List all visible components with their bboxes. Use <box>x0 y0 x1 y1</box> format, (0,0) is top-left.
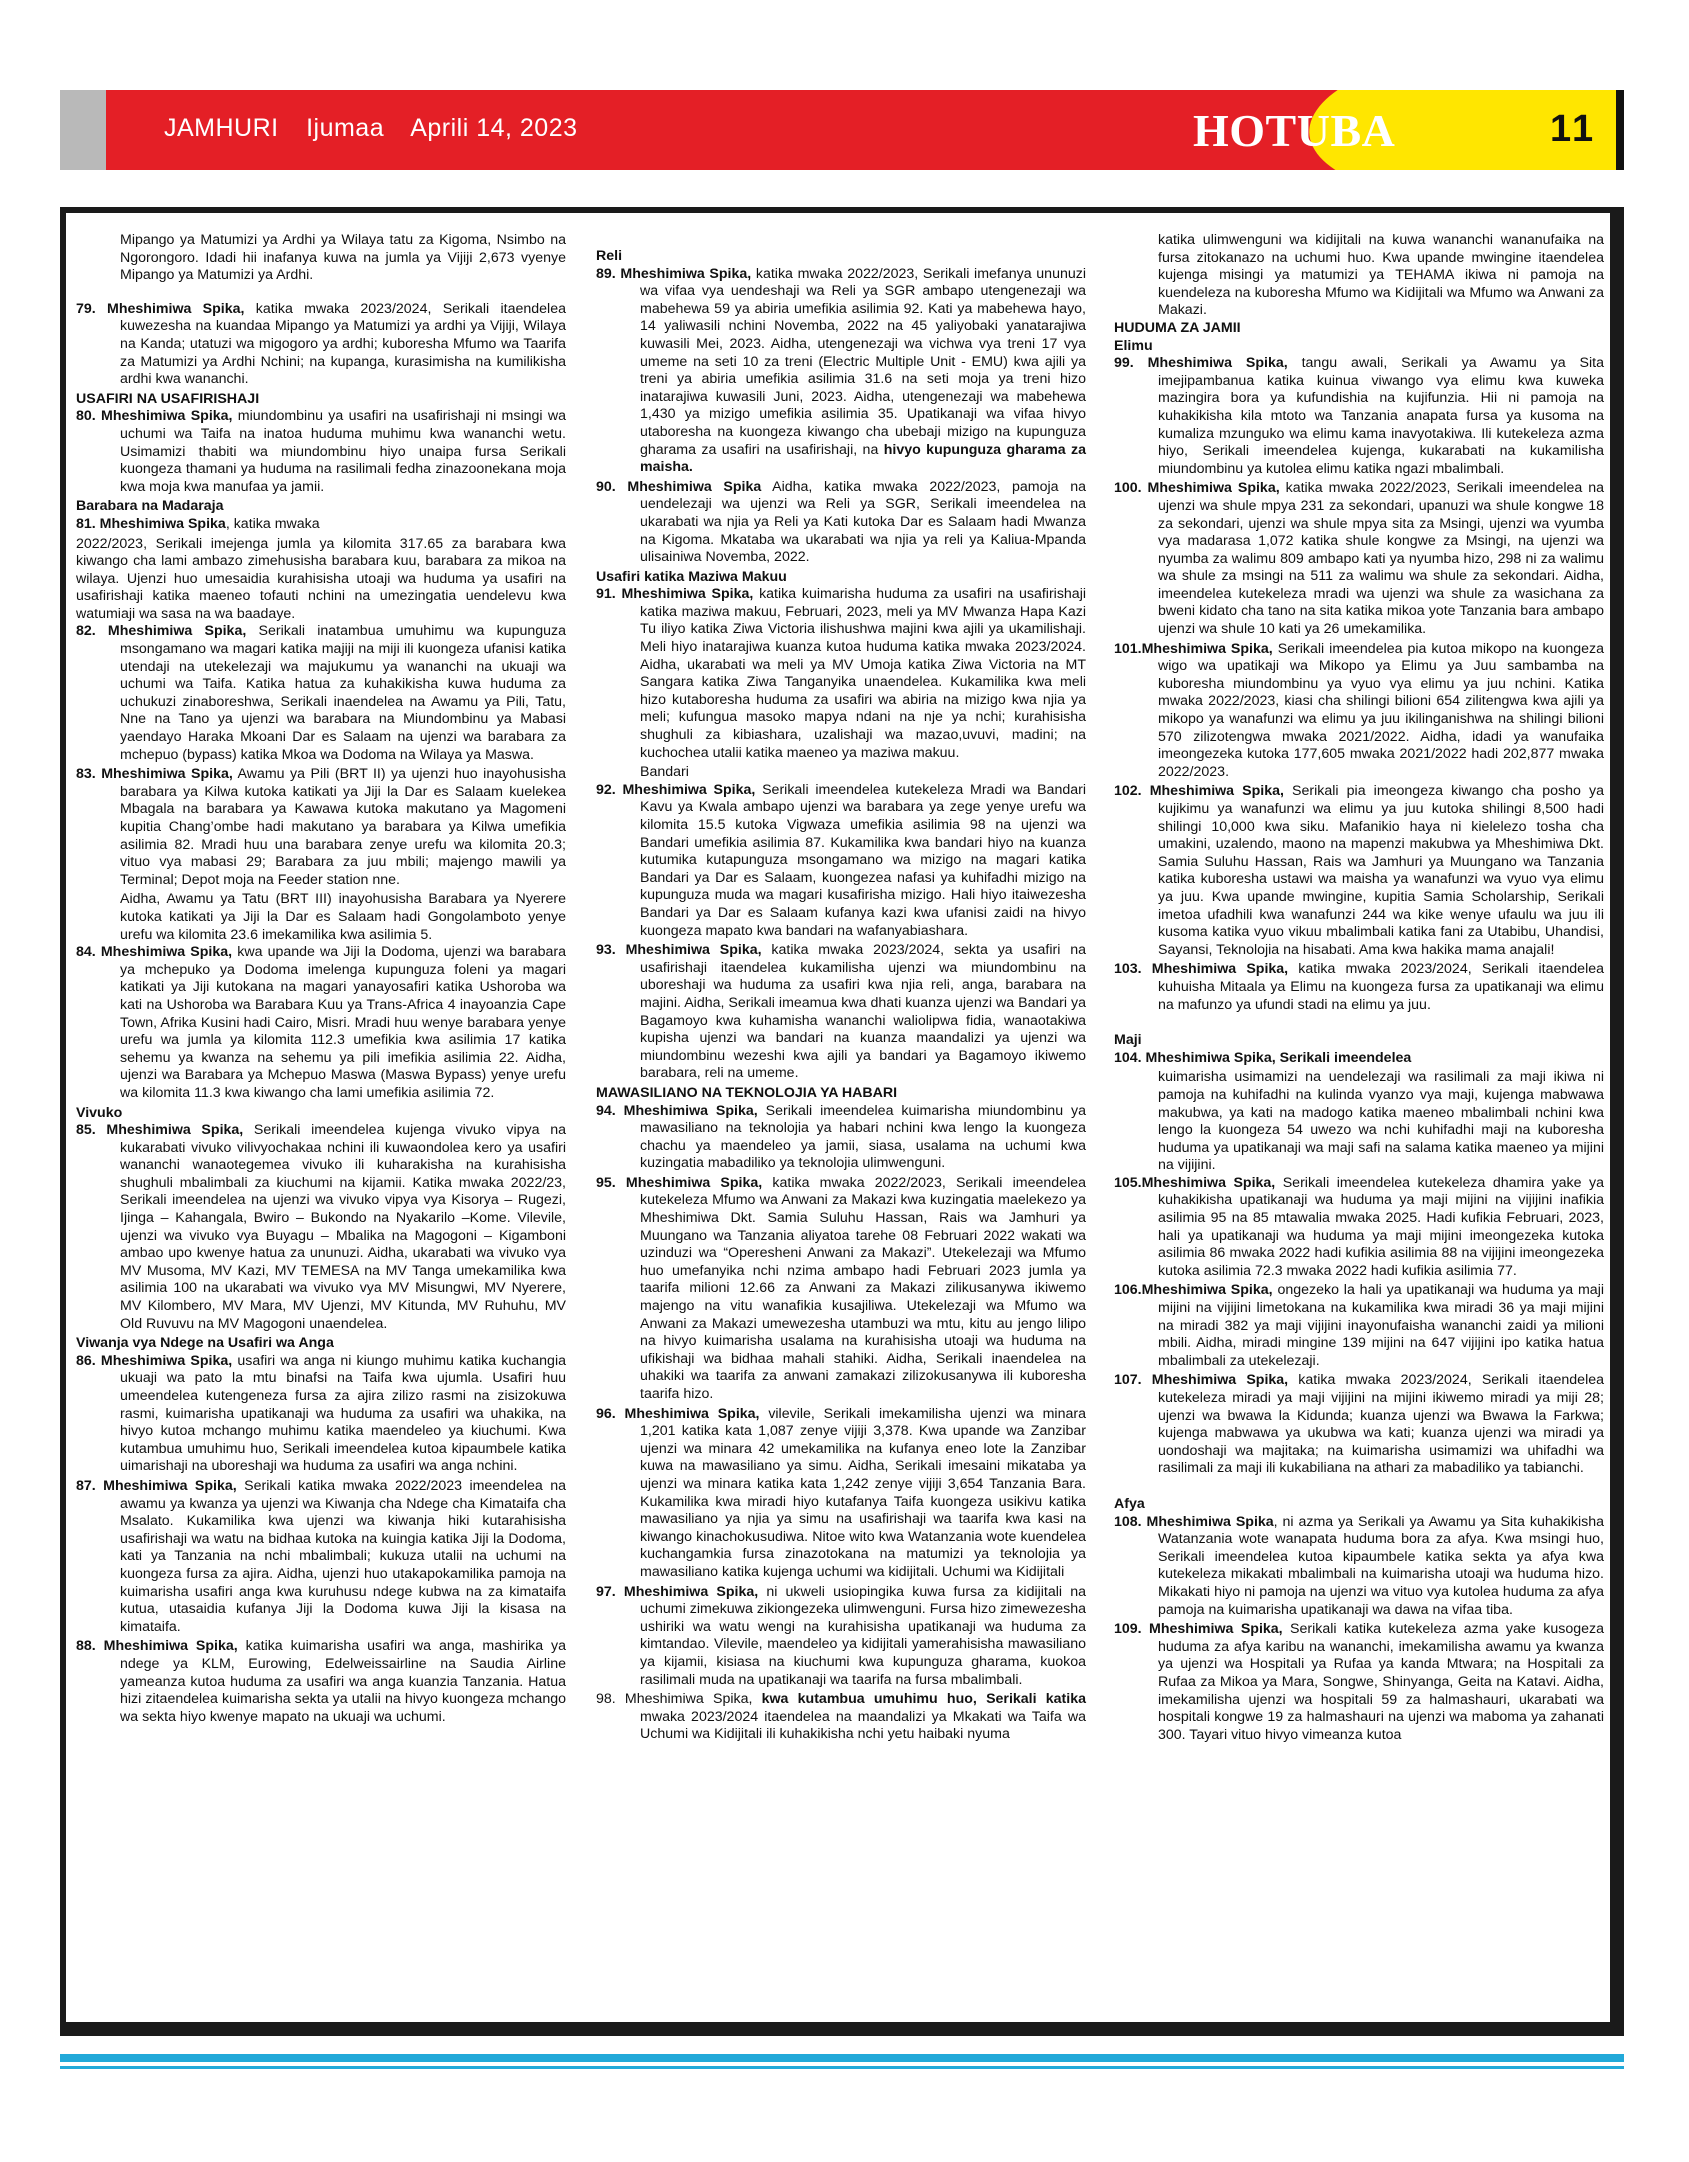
section-heading: Barabara na Madaraja <box>76 498 224 515</box>
paragraph-body: Serikali pia imeongeza kiwango cha posho ya kujikimu ya wanafunzi wa elimu ya juu kutoka shilingi 8,500 hadi shilingi 10,000 kwa siku. Mafanikio haya ni kielelezo tosha cha umakini, uzalendo, maono na mapenzi makubwa ya Mheshimiwa Dkt. Samia Suluhu Hassan, Rais wa Jamhuri ya Muungano wa Tanzania katika kuboresha ustawi wa maisha ya wanafunzi wa vyuo vya elimu ya juu. Kwa upande mwingine, kupitia Samia Scholarship, Serikali imetoa ufadhili kwa wanafunzi 244 wa kike wenye ufaulu wa juu ili kusoma katika vyuo vikuu mbalimbali katika fani za Utabibu, Uhandisi, Sayansi, Teknolojia na hisabati. Ama kwa hakika mama anajali! <box>1158 783 1604 958</box>
paragraph-body: Serikali katika mwaka 2022/2023 imeendelea na awamu ya kwanza ya ujenzi wa Kiwanja cha Ndege cha Kimataifa cha Msalato. Kukamilika kwa ujenzi wa kiwanja hiki kutarahisisha usafirishaji wa watu na bidhaa kutoka na kuingia katika Jiji la Dodoma, kati ya Tanzania na nchi mbalimbali; kukuza utalii na uchumi na kuongeza fursa za ajira. Aidha, ujenzi huo utakapokamilika pamoja na kuimarisha usafiri anga kwa kuruhusu ndege kubwa na za kimataifa kutua, utasaidia kufanya Jiji la Dodoma kuwa Jiji la kisasa na kimataifa. <box>120 1477 566 1635</box>
paragraph-body: Serikali katika kutekeleza azma yake kusogeza huduma za afya karibu na wananchi, imekamilisha awamu ya kwanza ya ujenzi wa Hospitali ya Rufaa ya kanda Mtwara; na Hospitali za Rufaa za Mikoa ya Mara, Songwe, Shinyanga, Geita na Katavi. Aidha, imekamilisha ujenzi wa hospitali 59 za halmashauri, ukarabati wa hospitali kongwe 19 za halmashauri na ujenzi wa maboma ya zahanati 300. Tayari vituo hivyo vimeanza kutoa <box>1158 1621 1604 1743</box>
subsection-heading: Maji <box>1114 1032 1142 1049</box>
numbered-paragraph <box>76 1478 566 1636</box>
paragraph-lead: 101.Mheshimiwa Spika, <box>1114 640 1273 657</box>
paragraph-lead: 82. Mheshimiwa Spika, <box>76 623 247 640</box>
spacer <box>1114 1480 1604 1496</box>
paragraph-body: vilevile, Serikali imekamilisha ujenzi wa minara 1,201 katika kata 1,087 zenye vijiji 3,378. Kwa upande wa Zanzibar ujenzi wa minara 42 umekamilika na kufanya eneo lote la Zanzibar kuwa na mawasiliano ya simu. Aidha, Serikali imesaini mikataba ya ujenzi wa minara katika kata 1,242 zenye vijiji 3,654 Tanzania Bara. Kukamilika kwa miradi hiyo kutafanya Taifa kuongeza usikivu katika mawasiliano ya njia ya simu na usafirishaji wa taarifa kwa kasi na kiwango kinachokusudiwa. Nitoe wito kwa Watanzania wote kuendelea kuchangamkia fursa zinazotokana na matumizi ya teknolojia ya mawasiliano katika kujenga uchumi wa kidijitali. Uchumi wa Kidijitali <box>640 1405 1086 1580</box>
paragraph-lead: 83. Mheshimiwa Spika, <box>76 766 233 783</box>
paragraph: kuimarisha usimamizi na uendelezaji wa rasilimali za maji ikiwa ni pamoja na kuhifadhi na kulinda vyanzo vya maji, kujenga mabwawa makubwa, ya kati na madogo katika maeneo mbalimbali nchini kwa lengo la kuongeza 54 uwezo wa nchi kuhifadhi maji na kuboresha huduma ya upatikanaji wa maji safi na salama katika maeneo ya mijini na vijijini. <box>1158 1069 1604 1174</box>
paragraph-lead: 107. Mheshimiwa Spika, <box>1114 1372 1289 1389</box>
paragraph-body: kwa upande wa Jiji la Dodoma, ujenzi wa barabara ya mchepuko ya Dodoma imelenga kupunguza foleni ya magari katikati ya Jiji kutokana na magari yanayosafiri katika Ushoroba wa kati na Ushoroba wa Barabara Kuu ya Trans-Africa 4 inayoanzia Cape Town, Afrika Kusini hadi Cairo, Misri. Mradi huu wenye barabara yenye urefu wa jumla ya kilomita 112.3 umefikia kwa asilimia 17 katika sehemu ya kwanza na sehemu ya pili imefikia asilimia 22. Aidha, ujenzi wa Barabara ya Mchepuo Maswa (Maswa Bypass) yenye urefu wa kilomita 11.3 kwa kiwango cha lami umefikia asilimia 72. <box>120 944 566 1101</box>
numbered-paragraph <box>596 1691 1086 1744</box>
numbered-paragraph <box>1114 480 1604 638</box>
numbered-paragraph <box>596 942 1086 1083</box>
paragraph: katika ulimwenguni wa kidijitali na kuwa wananchi wananufaika na fursa zitokanazo na uchumi huo. Kwa upande mwingine itaendelea kujenga misingi ya matumizi ya TEHAMA ikiwa ni pamoja na kuendeleza na kuboresha Mfumo wa Kidijitali wa Mfumo wa Anwani za Makazi. <box>1158 232 1604 319</box>
paragraph-body: katika mwaka 2022/2023, Serikali imeendelea kutekeleza Mfumo wa Anwani za Makazi kwa kuzingatia maelekezo ya Mheshimiwa Dkt. Samia Suluhu Hassan, Rais wa Jamhuri ya Muungano wa Tanzania aliyatoa tarehe 08 Februari 2022 wakati wa uzinduzi wa “Operesheni Anwani za Makazi”. Utekelezaji wa Mfumo huo umefanyika nchi nzima ambapo hadi Februari 2023 jumla ya taarifa milioni 12.66 za Anwani za Makazi zilikusanywa ikiwemo majengo na vitu wanafikia kusajiliwa. Utekelezaji wa Mfumo wa Anwani za Makazi umewezesha utambuzi wa mtu, kitu au jengo lilipo na hivyo kuimarisha usalama na kurahisisha utoaji wa huduma na ufikishaji wa bidhaa mahali stahiki. Aidha, Serikali inaendelea na uhakiki wa taarifa za anwani zamakazi zilizokusanywa ili kuboresha taarifa hizo. <box>640 1174 1086 1402</box>
numbered-paragraph <box>76 516 566 534</box>
issue-day: Ijumaa <box>306 114 385 142</box>
paragraph-lead: 97. Mheshimiwa Spika, <box>596 1583 759 1600</box>
paragraph-lead: 103. Mheshimiwa Spika, <box>1114 961 1289 978</box>
paragraph-lead: 92. Mheshimiwa Spika, <box>596 781 756 798</box>
section-heading: Vivuko <box>76 1104 123 1121</box>
paragraph-lead: 96. Mheshimiwa Spika, <box>596 1405 760 1422</box>
paragraph-body: katika kuimarisha usafiri wa anga, mashirika ya ndege ya KLM, Eurowing, Edelweissairline na Saudia Airline yameanza kutoa huduma za usafiri wa anga kuanzia Tanzania. Hatua hizi zitaendelea kuimarisha sekta ya utalii na hivyo kuongeza mchango wa sekta hiyo kwenye mapato na ukuaji wa uchumi. <box>120 1638 566 1725</box>
spacer <box>596 232 1086 248</box>
section-heading: Usafiri katika Maziwa Makuu <box>596 568 787 585</box>
page-number: 11 <box>1550 108 1597 150</box>
paragraph-lead: 84. Mheshimiwa Spika, <box>76 944 233 961</box>
section-title: HOTUBA <box>1193 105 1396 156</box>
paragraph-body: katika mwaka 2023/2024, Serikali itaendelea kutekeleza miradi ya maji vijijini na mijini ikiwemo miradi ya miji 28; ujenzi wa bwawa la Kidunda; kuanza ujenzi wa Bwawa la Farkwa; kujenga mabwawa ya ukubwa wa kati; kuanza ujenzi wa miradi ya uondoshaji wa majitaka; na kuimarisha usimamizi wa uhifadhi wa rasilimali za maji ili kukabiliana na athari za mabadiliko ya tabianchi. <box>1158 1372 1604 1477</box>
paragraph-body: tangu awali, Serikali ya Awamu ya Sita imejipambanua katika kuinua viwango vya elimu kwa kuweka mazingira bora ya kufundishia na kujifunzia. Hii ni pamoja na kuhakikisha kila mtoto wa Tanzania anapata fursa ya kusoma na kumaliza mzunguko wa elimu kama inavyotakiwa. Ili kutekeleza azma hiyo, Serikali imeendelea kujenga, kukarabati na kukamilisha miundombinu ya kutolea elimu katika ngazi mbalimbali. <box>1158 355 1604 477</box>
numbered-paragraph <box>1114 355 1604 478</box>
section-heading: MAWASILIANO NA TEKNOLOJIA YA HABARI <box>596 1084 898 1101</box>
paragraph-body: Serikali imeendelea kutekeleza dhamira yake ya kuhakikisha upatikanaji wa huduma ya maji mijini na vijijini inafikia asilimia 95 na 85 mtawalia mwaka 2025. Hadi kufikia Februari, 2023, hali ya upatikanaji wa huduma ya maji mijini imeongezeka kutoka asilimia 86 mwaka 2022 hadi kufikia asilimia 88 na vijijini imeongezeka kutoka asilimia 72.3 mwaka 2022 hadi kufikia asilimia 77. <box>1158 1174 1604 1279</box>
paragraph-lead: 105.Mheshimiwa Spika, <box>1114 1174 1276 1191</box>
paragraph-body: katika kuimarisha huduma za usafiri na usafirishaji katika maziwa makuu, Februari, 2023, meli ya MV Mwanza Hapa Kazi Tu iliyo katika Ziwa Victoria ilishushwa majini kwa ajili ya ukamilishaji. Meli hiyo inatarajiwa kuanza kutoa huduma katika mwaka 2023/2024. Aidha, ukarabati wa meli ya MV Umoja katika Ziwa Victoria na MT Sangara katika Ziwa Tanganyika unaendelea. Kukamilika kwa meli hizo kutaboresha huduma za usafiri wa abiria na mizigo kwa njia ya meli; kufungua masoko mapya ndani na nje ya nchi; kurahisisha shughuli za kibiashara, uzalishaji wa mazao,uvuvi, madini; na kuchochea utalii katika maeneo ya maziwa makuu. <box>640 586 1087 761</box>
paragraph-body: ongezeko la hali ya upatikanaji wa huduma ya maji mijini na vijijini limetokana na kukamilika kwa miradi 36 ya maji mijini na miradi 382 ya maji vijijini inayonufaisha wananchi zaidi ya milioni mbili. Aidha, miradi mingine 139 mijini na 647 vijijini ipo katika hatua mbalimbali za utekelezaji. <box>1158 1282 1604 1369</box>
numbered-paragraph <box>596 479 1086 567</box>
paragraph: Aidha, Awamu ya Tatu (BRT III) inayohusisha Barabara ya Nyerere kutoka katikati ya Jiji la Dar es Salaam hadi Gongolamboto yenye urefu wa kilomita 23.6 imekamilika kwa asilimia 5. <box>120 891 566 943</box>
spacer <box>1114 1016 1604 1032</box>
paragraph-body: usafiri wa anga ni kiungo muhimu katika kuchangia ukuaji wa pato la mtu binafsi na Taifa kwa ujumla. Usafiri huu umeendelea kutengeneza fursa za ajira zilizo rasmi na zisizokuwa rasmi, kuimarisha upatikanaji wa huduma za usafiri wa uhakika, na hivyo kutoa mchango muhimu katika maendeleo ya kiuchumi. Kwa kutambua umuhimu huo, Serikali imeendelea kutoa kipaumbele katika uimarishaji na uboreshaji wa huduma za usafiri wa anga nchini. <box>120 1352 566 1475</box>
subsection-heading: Elimu <box>1114 337 1153 354</box>
header-grey-tab <box>60 90 106 170</box>
section-heading: HUDUMA ZA JAMII <box>1114 319 1241 336</box>
numbered-paragraph <box>1114 1282 1604 1370</box>
numbered-paragraph <box>1114 1514 1604 1620</box>
paragraph-lead: 88. Mheshimiwa Spika, <box>76 1638 238 1655</box>
paragraph: Mipango ya Matumizi ya Ardhi ya Wilaya tatu za Kigoma, Nsimbo na Ngorongoro. Idadi hii inafanya kuwa na jumla ya Vijiji 2,673 vyenye Mipango ya Matumizi ya Ardhi. <box>120 232 566 284</box>
numbered-paragraph <box>1114 1372 1604 1478</box>
numbered-paragraph <box>76 944 566 1102</box>
subsection-heading: Reli <box>596 248 623 264</box>
numbered-paragraph <box>76 766 566 889</box>
spacer <box>76 285 566 301</box>
paragraph-body: , ni azma ya Serikali ya Awamu ya Sita kuhakikisha Watanzania wote wanapata huduma bora za afya. Kwa msingi huo, Serikali imeendelea kutoa kipaumbele katika sekta ya afya kwa kutekeleza mikakati mbalimbali na kuimarisha utoaji wa huduma hizo. Mikakati hiyo ni pamoja na ujenzi wa vituo vya kutolea huduma za afya pamoja na kuimarisha upatikanaji wa dawa na vifaa tiba. <box>1158 1513 1604 1618</box>
paragraph-body: Serikali imeendelea kujenga vivuko vipya na kukarabati vivuko vilivyochakaa nchini ili kuwaondolea kero ya usafiri wananchi wanaotegemea vivuko ili kuharakisha na kurahisisha shughuli mbalimbali za kiuchumi na kijamii. Katika mwaka 2022/23, Serikali imeendelea na ujenzi wa vivuko vipya vya Kisorya – Rugezi, Ijinga – Kahangala, Bwiro – Bukondo na Nyakarilo –Kome. Vilevile, ujenzi wa vivuko vya Buyagu – Mbalika na Magogoni – Kigamboni ambao upo kwenye hatua za ununuzi. Aidha, ukarabati wa vivuko vya MV Musoma, MV Kazi, MV TEMESA na MV Tanga umekamilika kwa asilimia 100 na ukarabati wa vivuko vya MV Misungwi, MV Nyerere, MV Kilombero, MV Mara, MV Ujenzi, MV Kitunda, MV Ruhuhu, MV Old Ruvuvu na MV Magogoni unaendelea. <box>120 1122 566 1332</box>
paragraph-emphasis: kwa kutambua umuhimu huo, Serikali katika <box>761 1691 1086 1708</box>
numbered-paragraph <box>1114 1621 1604 1744</box>
paragraph-lead: 86. Mheshimiwa Spika, <box>76 1352 233 1369</box>
subsection-heading: Afya <box>1114 1495 1145 1512</box>
paragraph-lead: 104. Mheshimiwa Spika, Serikali imeendelea <box>1114 1049 1412 1066</box>
paragraph-lead: 94. Mheshimiwa Spika, <box>596 1102 758 1119</box>
header-edge-bar <box>1616 90 1624 170</box>
footer-rule-thick <box>60 2054 1624 2062</box>
column-3 <box>1114 232 1604 1746</box>
issue-date: Aprili 14, 2023 <box>410 114 578 142</box>
numbered-paragraph <box>76 623 566 764</box>
paragraph-body: katika mwaka 2023/2024, Serikali itaendelea kuhuisha Mitaala ya Elimu na kuongeza fursa za upatikanaji wa elimu na mafunzo ya ufundi stadi na elimu ya juu. <box>1158 961 1604 1013</box>
numbered-paragraph <box>76 408 566 496</box>
numbered-paragraph <box>1114 783 1604 959</box>
paragraph-body: Awamu ya Pili (BRT II) ya ujenzi huo inayohusisha barabara ya Kilwa kutoka katikati ya Jiji la Dar es Salaam kuelekea Mbagala na barabara ya Kawawa kutoka makutano ya Magomeni kupitia Chang’ombe hadi makutano ya barabara ya Kilwa umefikia asilimia 82. Mradi huu una barabara zenye urefu wa kilomita 20.3; vituo vya mabasi 29; Barabara za juu mbili; majengo mawili ya Terminal; Depot moja na Feeder station nne. <box>120 766 566 888</box>
paragraph-lead: 109. Mheshimiwa Spika, <box>1114 1621 1283 1638</box>
column-2 <box>596 232 1086 1746</box>
paragraph-lead: 91. Mheshimiwa Spika, <box>596 586 754 603</box>
paragraph-body-rest: mwaka 2023/2024 itaendelea na maandalizi ya Mkakati wa Taifa wa Uchumi wa Kidijitali ili kuhakikisha nchi yetu haibaki nyuma <box>640 1708 1086 1743</box>
paragraph-body: ni ukweli usiopingika kuwa fursa za kidijitali na uchumi zimekuwa zikiongezeka ulimwenguni. Fursa hizo zimewezesha ushiriki wa watu wengi na kurahisisha upatikanaji wa huduma za kimtandao. Vilevile, maendeleo ya kidijitali yamerahisisha mawasiliano ya kijamii, kisiasa na kiuchumi kwa kupunguza gharama, kuokoa rasilimali muda na upatikanaji wa taarifa na fursa mbalimbali. <box>640 1583 1086 1688</box>
paragraph-body: katika mwaka 2022/2023, Serikali imefanya ununuzi wa vifaa vya uendeshaji wa Reli ya SGR ambapo utengenezaji wa mabehewa 59 ya abiria umefikia asilimia 92. Kati ya mabehewa hayo, 14 yaliwasili nchini Novemba, 2022 na 45 yaliyobaki yanatarajiwa kuwasili Mei, 2023. Aidha, utengenezaji wa vichwa vya treni 17 vya umeme na seti 10 za treni (Electric Multiple Unit - EMU) kwa ajili ya treni ya abiria umefikia asilimia 31.6 na seti moja ya treni hizo inatarajiwa kuwasili Juni, 2023. Aidha, utengenezaji wa mabehewa 1,430 ya mizigo umefikia asilimia 35. Upatikanaji wa vifaa hivyo utaboresha na kuongeza kiwango cha ubebaji mizigo na kupunguza gharama za usafiri na usafirishaji, na <box>640 265 1086 458</box>
paragraph-body: Serikali imeendelea kuimarisha miundombinu ya mawasiliano na teknolojia ya habari nchini kwa lengo la kuongeza chachu ya maendeleo ya jamii, siasa, usalama na uchumi kwa kuzingatia mabadiliko ya teknolojia ulimwenguni. <box>640 1102 1086 1172</box>
numbered-paragraph <box>76 301 566 389</box>
paragraph-lead: 106.Mheshimiwa Spika, <box>1114 1282 1273 1299</box>
numbered-paragraph <box>596 1103 1086 1173</box>
numbered-paragraph <box>596 1175 1086 1404</box>
paragraph-lead: 85. Mheshimiwa Spika, <box>76 1122 244 1139</box>
paragraph-lead: 108. Mheshimiwa Spika <box>1114 1513 1274 1530</box>
paragraph-body: Aidha, katika mwaka 2022/2023, pamoja na uendelezaji wa ujenzi wa Reli ya SGR, Serikali imeendelea na ukarabati wa njia ya Reli ya Kati kutoka Dar es Salaam hadi Mwanza na Kigoma. Mkataba wa ukarabati wa njia ya reli ya Kaliua-Mpanda ulisainiwa Novemba, 2022. <box>640 478 1086 566</box>
paragraph-body: katika mwaka 2023/2024, Serikali itaendelea kuwezesha na kuandaa Mipango ya Matumizi ya ardhi ya Vijiji, Wilaya na Kanda; utatuzi wa migogoro ya ardhi; kuboresha Mfumo wa Taarifa za Matumizi ya Ardhi Nchini; na kupanga, kurasimisha na kumilikisha ardhi kwa wananchi. <box>120 300 566 388</box>
paragraph-body: Serikali imeendelea pia kutoa mikopo na kuongeza wigo wa upatikaji wa Mikopo ya Elimu ya Juu sambamba na kuboresha miundombinu ya vyuo vya elimu ya juu nchini. Katika mwaka 2022/2023, kiasi cha shilingi bilioni 654 zilitengwa kwa ajili ya mikopo ya wanafunzi wa elimu ya juu ikilinganishwa na shilingi bilioni 570 zilizotengwa mwaka 2021/2022. Aidha, idadi ya wanufaika imeongezeka kutoka 177,605 mwaka 2021/2022 hadi 202,877 mwaka 2022/2023. <box>1158 640 1604 780</box>
numbered-paragraph <box>76 1122 566 1333</box>
numbered-paragraph <box>596 266 1086 477</box>
numbered-paragraph <box>1114 1050 1604 1068</box>
paper-name: JAMHURI <box>164 114 279 142</box>
column-1 <box>76 232 566 1728</box>
numbered-paragraph <box>596 782 1086 940</box>
numbered-paragraph <box>1114 1175 1604 1281</box>
paragraph-lead: 102. Mheshimiwa Spika, <box>1114 783 1284 800</box>
paragraph-lead: 93. Mheshimiwa Spika, <box>596 942 762 959</box>
paragraph-lead: 90. Mheshimiwa Spika <box>596 478 762 495</box>
paragraph-lead: 79. Mheshimiwa Spika, <box>76 300 245 317</box>
section-heading: USAFIRI NA USAFIRISHAJI <box>76 390 260 407</box>
numbered-paragraph <box>596 1584 1086 1690</box>
paragraph-body: katika mwaka 2023/2024, sekta ya usafiri na usafirishaji itaendelea kukamilisha ujenzi wa miundombinu na uboreshaji wa huduma za usafiri kwa njia reli, anga, barabara na majini. Aidha, Serikali imeamua kwa dhati kuanza ujenzi wa Bandari ya Bagamoyo kwa kuhamisha wananchi waliolipwa fidia, wanaotakiwa kupisha ujenzi wa bandari na kuanza maandalizi ya ujenzi wa miundombinu wezeshi kwa ajili ya bandari ya Bagamoyo ikiwemo barabara, reli na umeme. <box>640 942 1086 1082</box>
paragraph-lead: 87. Mheshimiwa Spika, <box>76 1477 237 1494</box>
numbered-paragraph <box>76 1638 566 1726</box>
paragraph-body: Serikali inatambua umuhimu wa kupunguza msongamano wa magari katika majiji na miji ili kuongeza ufanisi katika utendaji na utekelezaji wa majukumu ya wananchi na ukuaji wa uchumi wa Taifa. Katika hatua za kuhakikisha kuwa huduma za uchukuzi zinaboreshwa, Serikali inaendelea na Awamu ya Pili, Tatu, Nne na Tano ya ujenzi wa barabara na Miundombinu ya Mabasi yaendayo Haraka Mkoani Dar es Salaam na ujenzi wa barabara za mchepuo (bypass) katika Mkoa wa Dodoma na Wilaya ya Maswa. <box>120 623 567 763</box>
paragraph: 2022/2023, Serikali imejenga jumla ya kilomita 317.65 za barabara kwa kiwango cha lami ambazo zimehusisha barabara kuu, barabara za mikoa na wilaya. Ujenzi huo umesaidia kurahisisha utoaji wa huduma ya usafiri na usafirishaji katika maeneo tofauti nchini na umezingatia uendelevu kwa watumiaji wa sasa na wa baadaye. <box>76 535 566 622</box>
paragraph-lead: 89. Mheshimiwa Spika, <box>596 265 752 282</box>
paragraph-emphasis: hivyo kupunguza gharama za maisha. <box>640 441 1086 476</box>
page-header <box>60 90 1620 170</box>
footer-rule-thin <box>60 2066 1624 2069</box>
paragraph-lead: 99. Mheshimiwa Spika, <box>1114 355 1288 372</box>
header-meta <box>164 114 598 143</box>
paragraph-lead: 81. Mheshimiwa Spika <box>76 515 226 532</box>
paragraph-lead: 100. Mheshimiwa Spika, <box>1114 480 1280 497</box>
numbered-paragraph <box>1114 961 1604 1014</box>
paragraph-body: miundombinu ya usafiri na usafirishaji ni msingi wa uchumi wa Taifa na inatoa huduma muhimu kwa wananchi wetu. Usimamizi thabiti wa miundombinu hiyo unaipa fursa Serikali kuongeza thamani ya huduma na rasilimali fedha zinazoonekana moja kwa moja kwa manufaa ya jamii. <box>120 408 566 495</box>
numbered-paragraph <box>1114 641 1604 782</box>
numbered-paragraph <box>596 586 1086 762</box>
numbered-paragraph <box>76 1353 566 1476</box>
paragraph-body: 98. Mheshimiwa Spika, <box>596 1691 762 1708</box>
paragraph-lead: 95. Mheshimiwa Spika, <box>596 1174 763 1191</box>
paragraph-body: Serikali imeendelea kutekeleza Mradi wa Bandari Kavu ya Kwala ambapo ujenzi wa barabara ya zege yenye urefu wa kilomita 15.5 kutoka Vigwaza umefikia asilimia 98 na ujenzi wa Bandari umefikia asilimia 87. Kukamilika kwa bandari hiyo na kuanza kutumika kutapunguza msongamano wa mizigo na magari katika Bandari ya Dar es Salaam, kuongezea nafasi ya kuhifadhi mizigo na kupunguza muda wa magari kusafirisha mizigo. Hali hiyo itaiwezesha Bandari ya Dar es Salaam kufanya kazi kwa ufanisi zaidi na hivyo kuongeza mapato kwa bandari na wafanyabiashara. <box>640 781 1086 939</box>
numbered-paragraph <box>596 1406 1086 1582</box>
paragraph-body: , katika mwaka <box>225 515 320 532</box>
paragraph: Bandari <box>640 764 689 781</box>
paragraph-body: katika mwaka 2022/2023, Serikali imeendelea na ujenzi wa shule mpya 231 za sekondari, upanuzi wa shule kongwe 18 za sekondari, ujenzi wa shule mpya sita za Msingi, ujenzi wa vyumba vya madarasa 1,072 katika shule kongwe za Msingi, na ujenzi wa nyumba za walimu 809 ambapo kati ya nyumba hizo, 298 ni za walimu wa shule za msingi na 511 za walimu wa shule za sekondari. Aidha, imeendelea kutekeleza mradi wa ujenzi wa shule za wasichana za bweni kidato cha tano na sita katika mikoa yote Tanzania bara ambapo ujenzi wa shule 10 kati ya 26 umekamilika. <box>1158 480 1604 638</box>
paragraph-lead: 80. Mheshimiwa Spika, <box>76 408 233 425</box>
section-heading: Viwanja vya Ndege na Usafiri wa Anga <box>76 1335 334 1352</box>
